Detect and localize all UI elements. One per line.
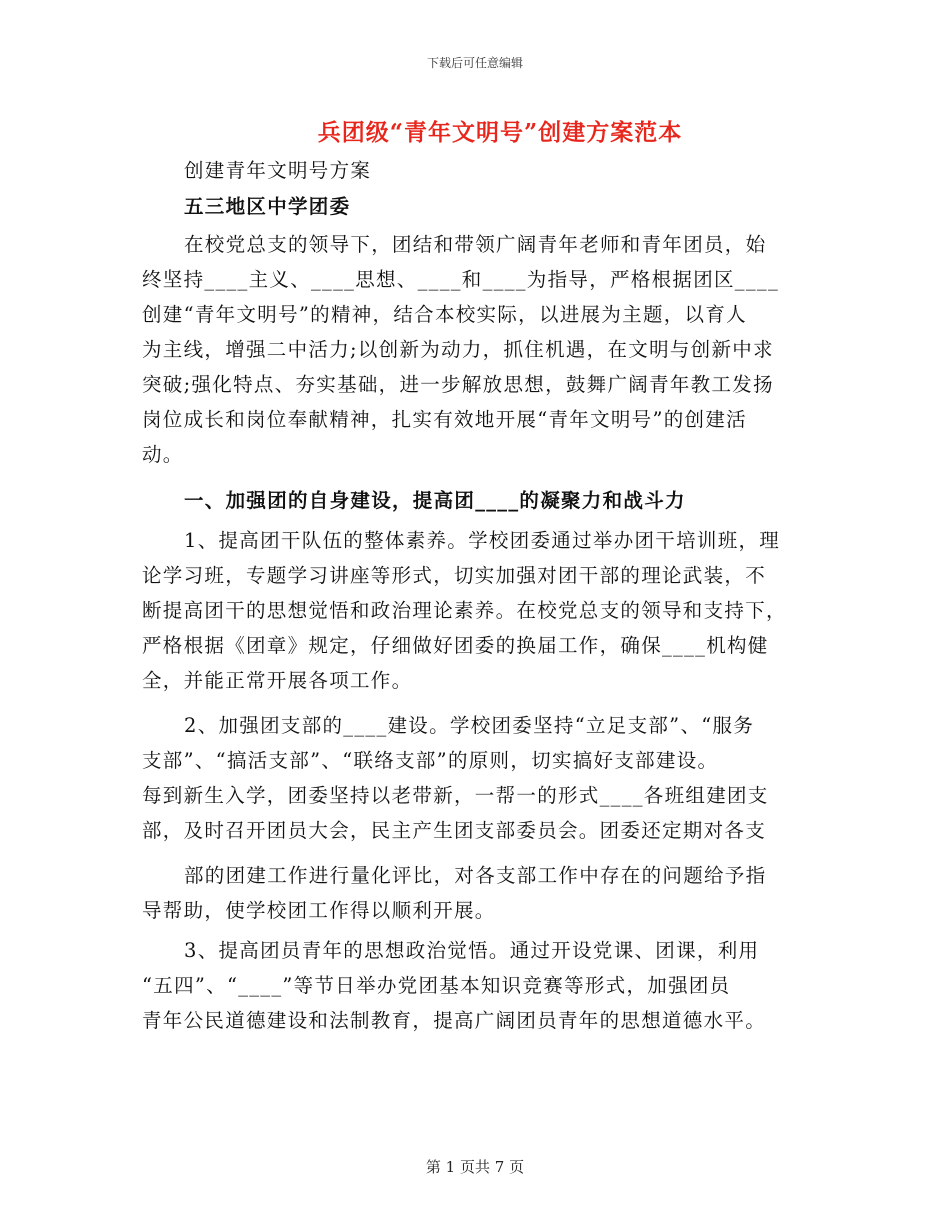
subtitle: 创建青年文明号方案 bbox=[184, 159, 372, 182]
org-name: 五三地区中学团委 bbox=[184, 195, 351, 218]
text-line: 在校党总支的领导下，团结和带领广阔青年老师和青年团员，始 bbox=[184, 233, 767, 256]
text-line: 支部”、“搞活支部”、“联络支部”的原则，切实搞好支部建设。 bbox=[142, 749, 719, 772]
text-line: 部的团建工作进行量化评比，对各支部工作中存在的问题给予指 bbox=[184, 864, 767, 887]
text-line: 为主线，增强二中活力;以创新为动力，抓住机遇，在文明与创新中求 bbox=[142, 338, 774, 361]
paragraph-item-3 bbox=[142, 933, 812, 1038]
text-line: 每到新生入学，团委坚持以老带新，一帮一的形式____各班组建团支 bbox=[142, 784, 769, 807]
section-heading: 一、加强团的自身建设，提高团____的凝聚力和战斗力 bbox=[184, 489, 686, 512]
text-line: 创建“青年文明号”的精神，结合本校实际，以进展为主题，以育人 bbox=[142, 303, 747, 326]
text-line: 青年公民道德建设和法制教育，提高广阔团员青年的思想道德水平。 bbox=[142, 1009, 767, 1032]
text-line: 1、提高团干队伍的整体素养。学校团委通过举办团干培训班，理 bbox=[184, 529, 781, 552]
text-line: 全，并能正常开展各项工作。 bbox=[142, 669, 413, 692]
paragraph-item-2 bbox=[142, 708, 812, 848]
header-note: 下载后可任意编辑 bbox=[426, 56, 523, 70]
text-line: 2、加强团支部的____建设。学校团委坚持“立足支部”、“服务 bbox=[184, 714, 755, 737]
text-line: 严格根据《团章》规定，仔细做好团委的换届工作，确保____机构健 bbox=[142, 634, 769, 657]
text-line: 部，及时召开团员大会，民主产生团支部委员会。团委还定期对各支 bbox=[142, 819, 767, 842]
paragraph-item-2-cont bbox=[142, 858, 812, 928]
paragraph-item-1 bbox=[142, 523, 812, 698]
text-line: 断提高团干的思想觉悟和政治理论素养。在校党总支的领导和支持下， bbox=[142, 599, 787, 622]
page-number-footer: 第 1 页共 7 页 bbox=[425, 1158, 525, 1176]
text-line: 突破;强化特点、夯实基础，进一步解放思想，鼓舞广阔青年教工发扬 bbox=[142, 373, 774, 396]
page-title: 兵团级“青年文明号”创建方案范本 bbox=[317, 119, 683, 146]
text-line: 3、提高团员青年的思想政治觉悟。通过开设党课、团课，利用 bbox=[184, 939, 760, 962]
text-line: 论学习班，专题学习讲座等形式，切实加强对团干部的理论武装，不 bbox=[142, 564, 767, 587]
text-line: “五四”、“____”等节日举办党团基本知识竞赛等形式，加强团员 bbox=[142, 974, 731, 997]
text-line: 岗位成长和岗位奉献精神，扎实有效地开展“青年文明号”的创建活 bbox=[142, 408, 747, 431]
paragraph-intro bbox=[142, 227, 812, 472]
text-line: 动。 bbox=[142, 443, 184, 466]
text-line: 终坚持____主义、____思想、____和____为指导，严格根据团区____ bbox=[142, 268, 779, 291]
text-line: 导帮助，使学校团工作得以顺利开展。 bbox=[142, 899, 496, 922]
